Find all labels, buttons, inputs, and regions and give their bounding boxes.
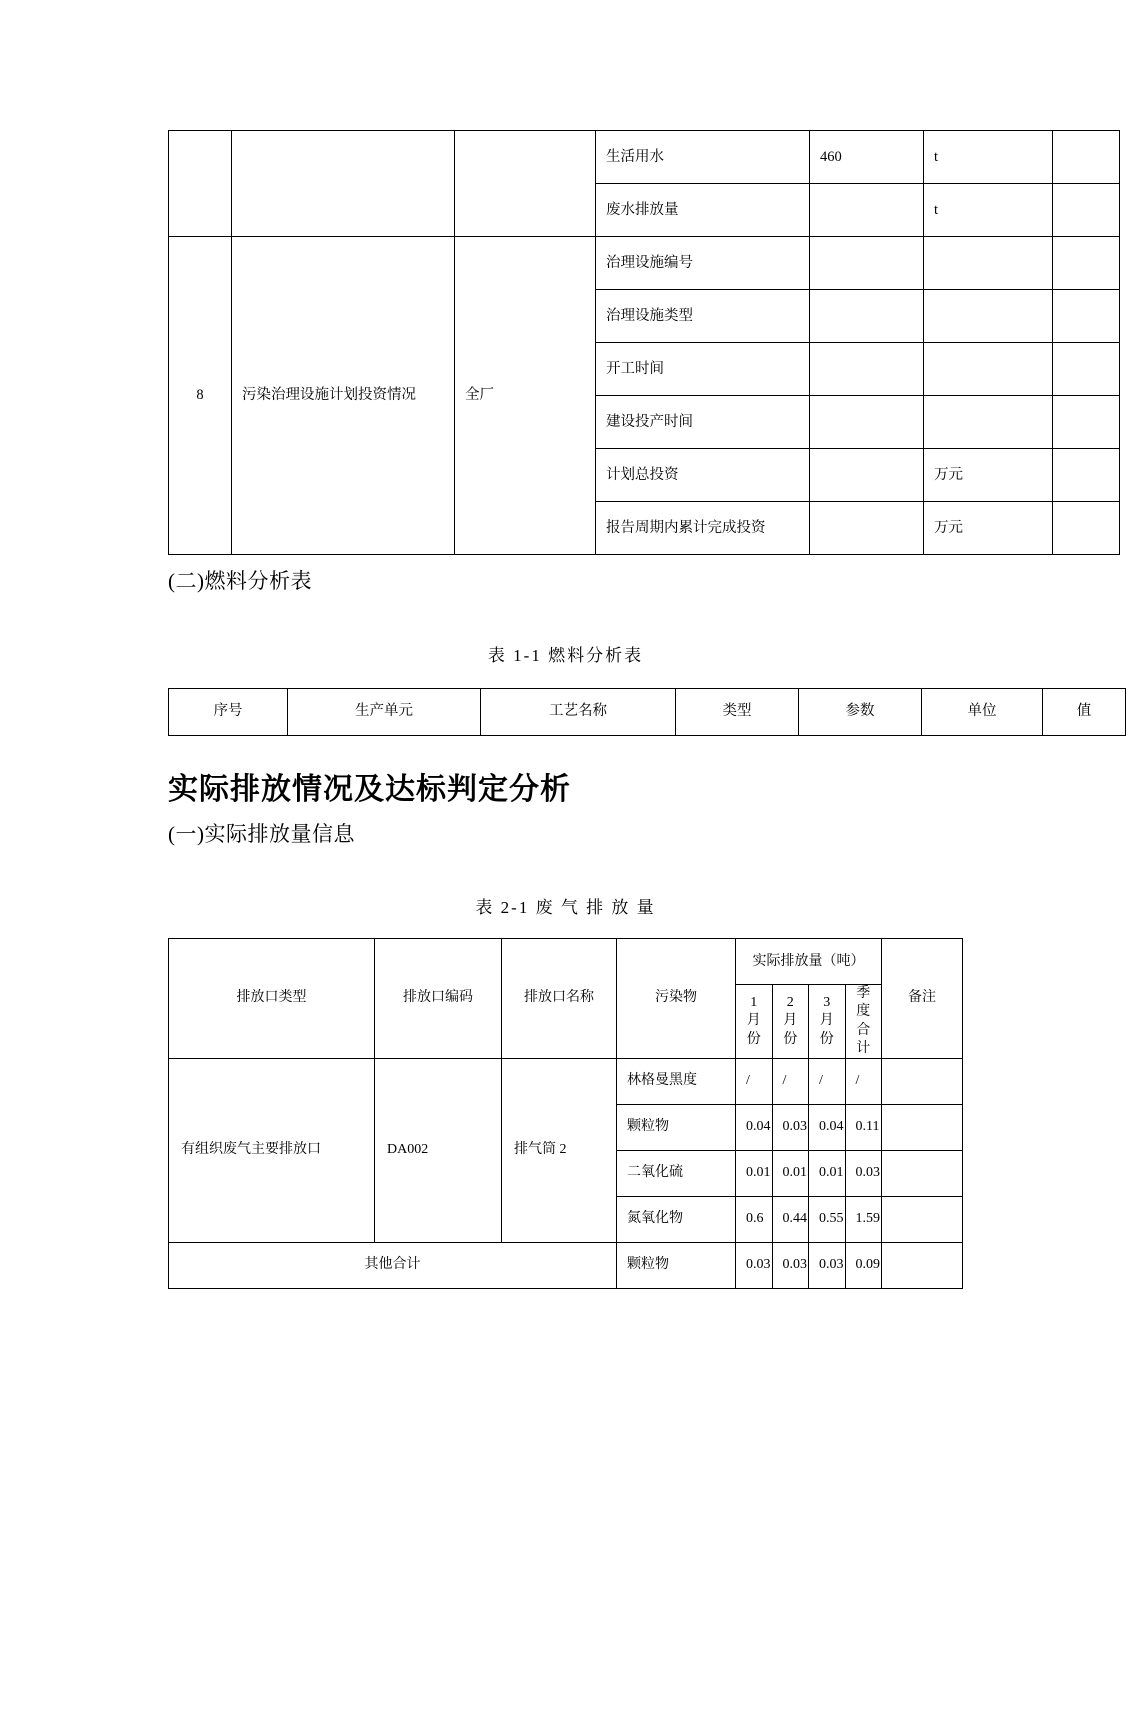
cell-month2: / bbox=[772, 1058, 809, 1104]
row-unit bbox=[924, 396, 1053, 449]
row-note bbox=[1053, 396, 1120, 449]
row-index bbox=[169, 131, 232, 237]
row-value bbox=[810, 449, 924, 502]
row-note bbox=[1053, 237, 1120, 290]
column-header-process-name: 工艺名称 bbox=[481, 688, 676, 735]
row-value bbox=[810, 343, 924, 396]
row-unit: t bbox=[924, 131, 1053, 184]
row-note bbox=[1053, 343, 1120, 396]
cell-month2: 0.03 bbox=[772, 1104, 809, 1150]
cell-month2: 0.01 bbox=[772, 1150, 809, 1196]
cell-month1: 0.6 bbox=[736, 1196, 773, 1242]
cell-month1: / bbox=[736, 1058, 773, 1104]
column-header-parameter: 参数 bbox=[799, 688, 922, 735]
column-header-type: 类型 bbox=[676, 688, 799, 735]
row-note bbox=[1053, 290, 1120, 343]
cell-remark bbox=[882, 1150, 963, 1196]
row-scope bbox=[455, 131, 596, 237]
pollution-investment-table bbox=[168, 130, 1120, 555]
table-header-row bbox=[169, 939, 963, 985]
cell-month3: 0.55 bbox=[809, 1196, 846, 1242]
fuel-analysis-table bbox=[168, 688, 1126, 736]
column-header-index: 序号 bbox=[169, 688, 288, 735]
cell-pollutant: 二氧化硫 bbox=[617, 1150, 736, 1196]
cell-pollutant: 林格曼黑度 bbox=[617, 1058, 736, 1104]
cell-quarter-total: 0.03 bbox=[845, 1150, 882, 1196]
table-row bbox=[169, 1242, 963, 1288]
column-header-pollutant: 污染物 bbox=[617, 939, 736, 1059]
cell-quarter-total: / bbox=[845, 1058, 882, 1104]
cell-remark bbox=[882, 1058, 963, 1104]
cell-outlet-type: 有组织废气主要排放口 bbox=[169, 1058, 375, 1242]
table-header-row bbox=[169, 688, 1126, 735]
row-unit bbox=[924, 237, 1053, 290]
cell-pollutant: 颗粒物 bbox=[617, 1242, 736, 1288]
row-value bbox=[810, 237, 924, 290]
waste-gas-emission-table bbox=[168, 938, 963, 1289]
column-header-production-unit: 生产单元 bbox=[288, 688, 481, 735]
cell-other-total-label: 其他合计 bbox=[169, 1242, 617, 1288]
row-note bbox=[1053, 502, 1120, 555]
section-heading-actual-emission: (一)实际排放量信息 bbox=[168, 821, 355, 846]
cell-outlet-code: DA002 bbox=[375, 1058, 502, 1242]
cell-month3: / bbox=[809, 1058, 846, 1104]
column-header-value: 值 bbox=[1043, 688, 1126, 735]
row-unit: 万元 bbox=[924, 449, 1053, 502]
cell-quarter-total: 0.11 bbox=[845, 1104, 882, 1150]
spacer bbox=[168, 599, 963, 641]
cell-quarter-total: 0.09 bbox=[845, 1242, 882, 1288]
row-category bbox=[232, 131, 455, 237]
row-item: 治理设施编号 bbox=[596, 237, 810, 290]
row-note bbox=[1053, 131, 1120, 184]
cell-month2: 0.44 bbox=[772, 1196, 809, 1242]
cell-month3: 0.04 bbox=[809, 1104, 846, 1150]
column-header-unit: 单位 bbox=[922, 688, 1043, 735]
cell-remark bbox=[882, 1104, 963, 1150]
cell-outlet-name: 排气筒 2 bbox=[502, 1058, 617, 1242]
row-note bbox=[1053, 184, 1120, 237]
row-index: 8 bbox=[169, 237, 232, 555]
cell-remark bbox=[882, 1242, 963, 1288]
row-note bbox=[1053, 449, 1120, 502]
row-item: 计划总投资 bbox=[596, 449, 810, 502]
cell-remark bbox=[882, 1196, 963, 1242]
row-unit: 万元 bbox=[924, 502, 1053, 555]
row-item: 生活用水 bbox=[596, 131, 810, 184]
row-value bbox=[810, 184, 924, 237]
cell-month1: 0.04 bbox=[736, 1104, 773, 1150]
column-header-month2: 2 月份 bbox=[772, 985, 809, 1059]
cell-pollutant: 颗粒物 bbox=[617, 1104, 736, 1150]
cell-pollutant: 氮氧化物 bbox=[617, 1196, 736, 1242]
document-page bbox=[0, 130, 1131, 1730]
column-header-outlet-type: 排放口类型 bbox=[169, 939, 375, 1059]
column-header-actual-emission-group: 实际排放量（吨） bbox=[736, 939, 882, 985]
column-header-remark: 备注 bbox=[882, 939, 963, 1059]
row-item: 治理设施类型 bbox=[596, 290, 810, 343]
row-value bbox=[810, 502, 924, 555]
row-item: 废水排放量 bbox=[596, 184, 810, 237]
cell-quarter-total: 1.59 bbox=[845, 1196, 882, 1242]
row-item: 开工时间 bbox=[596, 343, 810, 396]
column-header-month3: 3 月份 bbox=[809, 985, 846, 1059]
table-row bbox=[169, 131, 1120, 184]
emission-table-caption: 表 2-1 废 气 排 放 量 bbox=[475, 898, 656, 918]
row-unit: t bbox=[924, 184, 1053, 237]
column-header-quarter-total: 季度合计 bbox=[845, 985, 882, 1059]
table-row bbox=[169, 237, 1120, 290]
cell-month3: 0.03 bbox=[809, 1242, 846, 1288]
cell-month3: 0.01 bbox=[809, 1150, 846, 1196]
cell-month2: 0.03 bbox=[772, 1242, 809, 1288]
row-scope: 全厂 bbox=[455, 237, 596, 555]
row-item: 建设投产时间 bbox=[596, 396, 810, 449]
row-item: 报告周期内累计完成投资 bbox=[596, 502, 810, 555]
section-heading-fuel: (二)燃料分析表 bbox=[168, 569, 312, 593]
table-row bbox=[169, 1058, 963, 1104]
spacer bbox=[168, 851, 963, 893]
row-value bbox=[810, 396, 924, 449]
column-header-outlet-name: 排放口名称 bbox=[502, 939, 617, 1059]
row-value: 460 bbox=[810, 131, 924, 184]
row-category: 污染治理设施计划投资情况 bbox=[232, 237, 455, 555]
fuel-table-caption: 表 1-1 燃料分析表 bbox=[487, 645, 644, 665]
column-header-outlet-code: 排放口编码 bbox=[375, 939, 502, 1059]
cell-month1: 0.03 bbox=[736, 1242, 773, 1288]
column-header-month1: 1 月份 bbox=[736, 985, 773, 1059]
page-title: 实际排放情况及达标判定分析 bbox=[168, 772, 571, 806]
row-unit bbox=[924, 343, 1053, 396]
row-value bbox=[810, 290, 924, 343]
row-unit bbox=[924, 290, 1053, 343]
cell-month1: 0.01 bbox=[736, 1150, 773, 1196]
